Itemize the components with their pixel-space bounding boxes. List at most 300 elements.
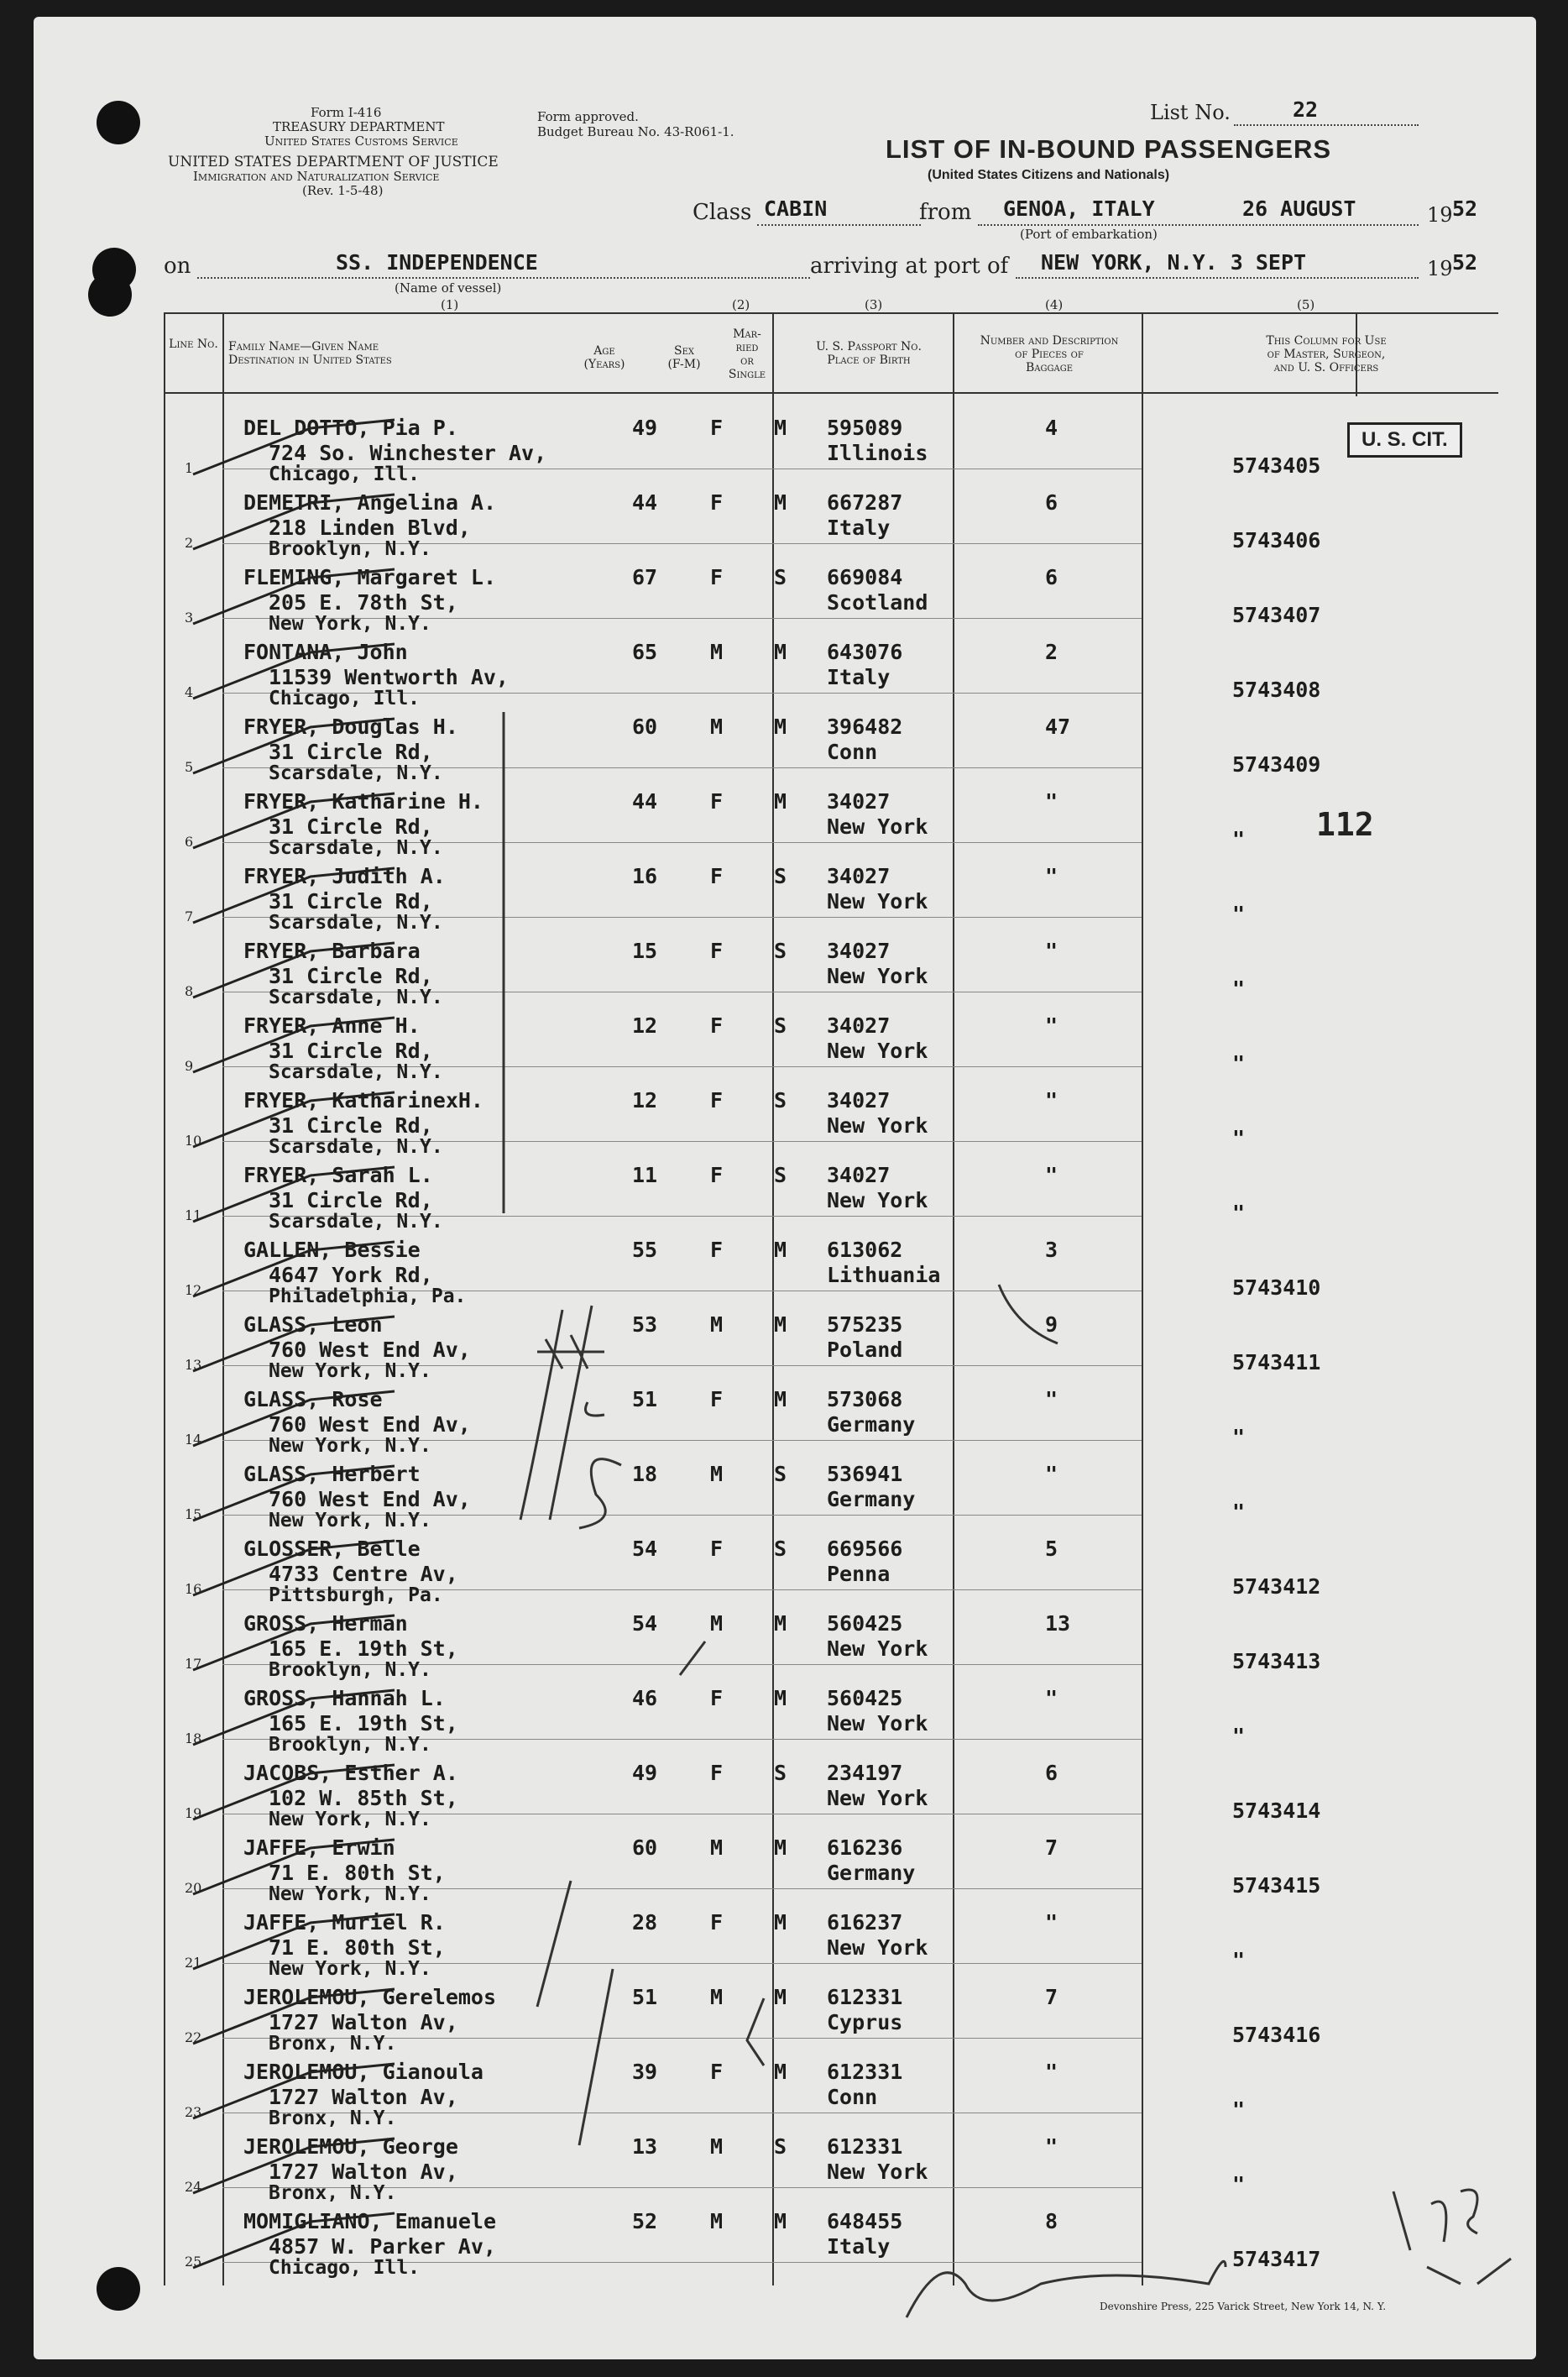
officer-number: " <box>1232 976 1246 1001</box>
address-street: 760 West End Av, <box>269 1338 471 1362</box>
baggage-count: 47 <box>1045 715 1071 739</box>
age: 13 <box>632 2134 658 2159</box>
header-passport: U. S. Passport No. Place of Birth <box>816 340 922 367</box>
us-citizen-stamp: U. S. CIT. <box>1347 422 1462 458</box>
sex: F <box>710 1910 724 1935</box>
sex: F <box>710 1387 724 1411</box>
sex: M <box>710 2134 724 2159</box>
passport-number: 669566 <box>827 1537 903 1561</box>
treasury-label: TREASURY DEPARTMENT <box>273 119 445 134</box>
class-value: CABIN <box>764 196 828 221</box>
check-mark <box>193 1615 395 1670</box>
address-street: 31 Circle Rd, <box>269 1188 433 1212</box>
place-of-birth: New York <box>827 1935 928 1960</box>
address-street: 102 W. 85th St, <box>269 1786 458 1810</box>
arriving-label: arriving at port of <box>810 254 1009 279</box>
baggage-count: 9 <box>1045 1312 1058 1337</box>
address-city: Scarsdale, N.Y. <box>269 987 443 1008</box>
baggage-count: 8 <box>1045 2209 1058 2233</box>
passport-number: 34027 <box>827 1163 891 1187</box>
address-city: Chicago, Ill. <box>269 2257 421 2279</box>
officer-number: 5743410 <box>1232 1275 1321 1300</box>
age: 46 <box>632 1686 658 1710</box>
officer-number: " <box>1232 1948 1246 1972</box>
address-city: Brooklyn, N.Y. <box>269 1734 431 1756</box>
address-city: Scarsdale, N.Y. <box>269 1061 443 1083</box>
line-number: 23 <box>185 2104 202 2120</box>
sex: M <box>710 2209 724 2233</box>
address-street: 4857 W. Parker Av, <box>269 2234 496 2259</box>
check-mark <box>193 2139 395 2193</box>
line-number: 2 <box>185 535 194 551</box>
age: 53 <box>632 1312 658 1337</box>
col-num-4: (4) <box>1045 297 1064 312</box>
place-of-birth: Cyprus <box>827 2010 903 2034</box>
sex: F <box>710 1163 724 1187</box>
check-mark <box>193 1765 395 1819</box>
baggage-count: " <box>1045 2134 1058 2159</box>
passenger-name: FLEMING, Margaret L. <box>243 565 497 589</box>
col-num-2: (2) <box>732 297 750 312</box>
line-number: 16 <box>185 1581 202 1597</box>
line-number: 19 <box>185 1805 202 1821</box>
sex: F <box>710 1013 724 1038</box>
document-page <box>34 17 1536 2359</box>
passenger-name: FRYER, Sarah L. <box>243 1163 433 1187</box>
passport-number: 34027 <box>827 939 891 963</box>
baggage-count: 6 <box>1045 1761 1058 1785</box>
check-mark <box>193 1167 395 1222</box>
address-city: Scarsdale, N.Y. <box>269 912 443 934</box>
age: 18 <box>632 1462 658 1486</box>
check-mark <box>193 1914 395 1969</box>
age: 52 <box>632 2209 658 2233</box>
baggage-count: 13 <box>1045 1611 1071 1636</box>
officer-number: 5743409 <box>1232 752 1321 777</box>
age: 49 <box>632 1761 658 1785</box>
age: 44 <box>632 789 658 814</box>
address-street: 165 E. 19th St, <box>269 1711 458 1736</box>
check-mark <box>193 793 395 848</box>
age: 12 <box>632 1013 658 1038</box>
check-mark <box>193 1092 395 1147</box>
check-mark <box>193 644 395 699</box>
passenger-name: JACOBS, Esther A. <box>243 1761 458 1785</box>
line-number: 7 <box>185 908 194 924</box>
age: 54 <box>632 1537 658 1561</box>
officer-number: 5743405 <box>1232 453 1321 478</box>
baggage-count: " <box>1045 1163 1058 1187</box>
header-officer: This Column for Use of Master, Surgeon, and U. S. Officers <box>1266 334 1387 374</box>
check-marks <box>193 420 395 2268</box>
officer-number: " <box>1232 1425 1246 1449</box>
check-mark <box>193 1541 395 1595</box>
baggage-count: 3 <box>1045 1238 1058 1262</box>
check-mark <box>193 495 395 549</box>
address-street: 11539 Wentworth Av, <box>269 665 509 689</box>
place-of-birth: New York <box>827 1636 928 1661</box>
passenger-name: JEROLEMOU, Gianoula <box>243 2060 483 2084</box>
check-mark <box>193 1989 395 2044</box>
officer-number: " <box>1232 2172 1246 2196</box>
embark-date: 26 AUGUST <box>1242 196 1356 221</box>
check-mark <box>193 1317 395 1371</box>
passport-number: 34027 <box>827 864 891 888</box>
baggage-count: " <box>1045 939 1058 963</box>
line-number: 18 <box>185 1730 202 1746</box>
officer-number: " <box>1232 2097 1246 2122</box>
pencil-note <box>537 1335 604 1369</box>
officer-number: 5743411 <box>1232 1350 1321 1374</box>
address-street: 760 West End Av, <box>269 1412 471 1437</box>
place-of-birth: Germany <box>827 1412 916 1437</box>
sex: M <box>710 1835 724 1860</box>
form-number: Form I-416 <box>311 105 382 120</box>
address-city: Pittsburgh, Pa. <box>269 1584 443 1606</box>
passenger-name: DEL DOTTO, Pia P. <box>243 416 458 440</box>
check-mark <box>193 1018 395 1072</box>
passenger-name: JEROLEMOU, George <box>243 2134 458 2159</box>
year-prefix-1: 19 <box>1427 203 1453 227</box>
passenger-name: JAFFE, Erwin <box>243 1835 395 1860</box>
officer-number: 5743416 <box>1232 2023 1321 2047</box>
justice-label: UNITED STATES DEPARTMENT OF JUSTICE <box>168 154 499 170</box>
sex: M <box>710 1312 724 1337</box>
passport-number: 612331 <box>827 2134 903 2159</box>
marital-status: M <box>774 1686 787 1710</box>
annotation-112: 112 <box>1316 806 1374 843</box>
marital-status: M <box>774 490 787 515</box>
line-number: 9 <box>185 1058 194 1074</box>
officer-number: " <box>1232 1201 1246 1225</box>
place-of-birth: New York <box>827 964 928 988</box>
vessel-caption: (Name of vessel) <box>395 280 502 296</box>
arriving-value: NEW YORK, N.Y. 3 SEPT <box>1041 250 1307 275</box>
passport-number: 560425 <box>827 1686 903 1710</box>
check-mark <box>193 1466 395 1521</box>
place-of-birth: New York <box>827 1188 928 1212</box>
marital-status: S <box>774 1163 787 1187</box>
officer-number: 5743408 <box>1232 678 1321 702</box>
address-city: Scarsdale, N.Y. <box>269 1136 443 1158</box>
marital-status: M <box>774 1312 787 1337</box>
year-2: 52 <box>1452 250 1478 275</box>
passport-number: 560425 <box>827 1611 903 1636</box>
sex: F <box>710 864 724 888</box>
marital-status: M <box>774 416 787 440</box>
address-city: Bronx, N.Y. <box>269 2033 397 2055</box>
marital-status: M <box>774 789 787 814</box>
approved-label: Form approved. <box>537 109 639 124</box>
passenger-name: JEROLEMOU, Gerelemos <box>243 1985 497 2009</box>
passport-number: 34027 <box>827 789 891 814</box>
line-number: 15 <box>185 1506 202 1522</box>
place-of-birth: Scotland <box>827 590 928 615</box>
passport-number: 616237 <box>827 1910 903 1935</box>
check-mark <box>193 868 395 923</box>
baggage-count: " <box>1045 1088 1058 1113</box>
address-city: Brooklyn, N.Y. <box>269 538 431 560</box>
line-number: 3 <box>185 610 194 626</box>
marital-status: S <box>774 1013 787 1038</box>
handwritten-marks <box>34 17 1536 2359</box>
marital-status: S <box>774 939 787 963</box>
marital-status: M <box>774 1985 787 2009</box>
officer-number: " <box>1232 827 1246 851</box>
check-mark <box>193 719 395 773</box>
place-of-birth: Germany <box>827 1861 916 1885</box>
port-embark-caption: (Port of embarkation) <box>1020 227 1158 242</box>
age: 15 <box>632 939 658 963</box>
line-number: 24 <box>185 2179 202 2195</box>
address-street: 31 Circle Rd, <box>269 1039 433 1063</box>
officer-number: 5743413 <box>1232 1649 1321 1673</box>
place-of-birth: New York <box>827 1039 928 1063</box>
passport-number: 616236 <box>827 1835 903 1860</box>
pencil-five <box>579 1459 621 1528</box>
sex: F <box>710 789 724 814</box>
ins-label: Immigration and Naturalization Service <box>193 169 440 184</box>
address-street: 1727 Walton Av, <box>269 2160 458 2184</box>
line-number: 11 <box>185 1207 202 1223</box>
age: 28 <box>632 1910 658 1935</box>
passenger-name: GROSS, Hannah L. <box>243 1686 446 1710</box>
year-1: 52 <box>1452 196 1478 221</box>
address-city: Scarsdale, N.Y. <box>269 837 443 859</box>
marital-status: S <box>774 2134 787 2159</box>
baggage-count: 6 <box>1045 565 1058 589</box>
age: 16 <box>632 864 658 888</box>
check-mark <box>193 2213 395 2268</box>
passenger-name: FONTANA, John <box>243 640 408 664</box>
passport-number: 575235 <box>827 1312 903 1337</box>
place-of-birth: Italy <box>827 516 891 540</box>
baggage-count: " <box>1045 864 1058 888</box>
address-street: 4733 Centre Av, <box>269 1562 458 1586</box>
marital-status: S <box>774 1537 787 1561</box>
age: 51 <box>632 1387 658 1411</box>
line-number: 22 <box>185 2029 202 2045</box>
address-street: 31 Circle Rd, <box>269 1113 433 1138</box>
line-number: 8 <box>185 983 194 999</box>
passenger-name: FRYER, Judith A. <box>243 864 446 888</box>
passenger-name: DEMETRI, Angelina A. <box>243 490 497 515</box>
address-city: New York, N.Y. <box>269 613 431 635</box>
age: 55 <box>632 1238 658 1262</box>
header-sex: Sex (F-M) <box>667 344 701 371</box>
header-name: Family Name—Given Name Destination in United States <box>228 340 392 367</box>
passport-number: 573068 <box>827 1387 903 1411</box>
col-num-3: (3) <box>865 297 883 312</box>
age: 51 <box>632 1985 658 2009</box>
sex: F <box>710 939 724 963</box>
vessel-name: SS. INDEPENDENCE <box>336 250 538 275</box>
place-of-birth: Germany <box>827 1487 916 1511</box>
line-number: 20 <box>185 1880 202 1896</box>
place-of-birth: Conn <box>827 740 878 764</box>
address-street: 31 Circle Rd, <box>269 889 433 914</box>
line-number: 12 <box>185 1282 202 1298</box>
address-street: 31 Circle Rd, <box>269 740 433 764</box>
revision-label: (Rev. 1-5-48) <box>302 183 384 198</box>
baggage-count: 7 <box>1045 1985 1058 2009</box>
line-number: 25 <box>185 2254 202 2270</box>
age: 54 <box>632 1611 658 1636</box>
sex: F <box>710 1761 724 1785</box>
address-street: 760 West End Av, <box>269 1487 471 1511</box>
passport-number: 34027 <box>827 1088 891 1113</box>
year-prefix-2: 19 <box>1427 257 1453 280</box>
passenger-name: GROSS, Herman <box>243 1611 408 1636</box>
marital-status: M <box>774 1611 787 1636</box>
officer-number: " <box>1232 1051 1246 1076</box>
check-mark <box>193 943 395 997</box>
age: 67 <box>632 565 658 589</box>
sex: F <box>710 490 724 515</box>
passport-number: 667287 <box>827 490 903 515</box>
marital-status: S <box>774 1462 787 1486</box>
baggage-count: " <box>1045 1910 1058 1935</box>
place-of-birth: Illinois <box>827 441 928 465</box>
header-age: Age (Years) <box>583 344 625 371</box>
check-mark <box>193 569 395 624</box>
sex: F <box>710 1088 724 1113</box>
address-street: 71 E. 80th St, <box>269 1935 446 1960</box>
sex: F <box>710 565 724 589</box>
passenger-name: FRYER, KatharinexH. <box>243 1088 483 1113</box>
marital-status: M <box>774 2209 787 2233</box>
address-city: Scarsdale, N.Y. <box>269 762 443 784</box>
age: 39 <box>632 2060 658 2084</box>
passenger-name: GALLEN, Bessie <box>243 1238 421 1262</box>
customs-label: United States Customs Service <box>264 134 458 149</box>
address-city: Scarsdale, N.Y. <box>269 1211 443 1233</box>
officer-number: 5743406 <box>1232 528 1321 552</box>
sex: F <box>710 2060 724 2084</box>
marital-status: M <box>774 1387 787 1411</box>
passenger-name: FRYER, Douglas H. <box>243 715 458 739</box>
line-number: 4 <box>185 684 194 700</box>
line-number: 13 <box>185 1357 202 1373</box>
line-number: 6 <box>185 834 194 850</box>
sex: M <box>710 1462 724 1486</box>
officer-number: " <box>1232 1724 1246 1748</box>
place-of-birth: Italy <box>827 2234 891 2259</box>
address-street: 724 So. Winchester Av, <box>269 441 547 465</box>
sex: F <box>710 416 724 440</box>
baggage-count: 5 <box>1045 1537 1058 1561</box>
passenger-name: FRYER, Barbara <box>243 939 421 963</box>
address-street: 31 Circle Rd, <box>269 814 433 839</box>
marital-status: M <box>774 1910 787 1935</box>
address-street: 165 E. 19th St, <box>269 1636 458 1661</box>
from-value: GENOA, ITALY <box>1003 196 1155 221</box>
passenger-name: FRYER, Anne H. <box>243 1013 421 1038</box>
address-city: Bronx, N.Y. <box>269 2107 397 2129</box>
place-of-birth: Italy <box>827 665 891 689</box>
passport-number: 396482 <box>827 715 903 739</box>
address-city: New York, N.Y. <box>269 1435 431 1457</box>
from-label: from <box>919 200 972 225</box>
baggage-count: 6 <box>1045 490 1058 515</box>
age: 60 <box>632 1835 658 1860</box>
marital-status: S <box>774 1761 787 1785</box>
header-baggage: Number and Description of Pieces of Baggage <box>980 334 1119 374</box>
passport-number: 34027 <box>827 1013 891 1038</box>
age: 11 <box>632 1163 658 1187</box>
age: 60 <box>632 715 658 739</box>
marital-status: M <box>774 640 787 664</box>
passenger-name: JAFFE, Muriel R. <box>243 1910 446 1935</box>
address-city: New York, N.Y. <box>269 1883 431 1905</box>
place-of-birth: New York <box>827 1786 928 1810</box>
passport-number: 648455 <box>827 2209 903 2233</box>
officer-number: " <box>1232 1500 1246 1524</box>
passport-number: 613062 <box>827 1238 903 1262</box>
sex: F <box>710 1238 724 1262</box>
marital-status: M <box>774 715 787 739</box>
sex: F <box>710 1537 724 1561</box>
baggage-count: 2 <box>1045 640 1058 664</box>
address-street: 1727 Walton Av, <box>269 2010 458 2034</box>
sex: M <box>710 640 724 664</box>
baggage-count: 7 <box>1045 1835 1058 1860</box>
passport-number: 536941 <box>827 1462 903 1486</box>
address-street: 31 Circle Rd, <box>269 964 433 988</box>
page-subtitle: (United States Citizens and Nationals) <box>928 168 1170 182</box>
address-city: Chicago, Ill. <box>269 463 421 485</box>
address-city: New York, N.Y. <box>269 1958 431 1980</box>
place-of-birth: New York <box>827 814 928 839</box>
baggage-count: " <box>1045 2060 1058 2084</box>
age: 12 <box>632 1088 658 1113</box>
line-number: 5 <box>185 759 194 775</box>
address-street: 4647 York Rd, <box>269 1263 433 1287</box>
address-city: New York, N.Y. <box>269 1510 431 1531</box>
sex: M <box>710 1985 724 2009</box>
passport-number: 669084 <box>827 565 903 589</box>
address-city: New York, N.Y. <box>269 1809 431 1830</box>
passport-number: 612331 <box>827 2060 903 2084</box>
passport-number: 595089 <box>827 416 903 440</box>
officer-number: " <box>1232 902 1246 926</box>
passenger-name: GLASS, Leon <box>243 1312 383 1337</box>
baggage-count: " <box>1045 1387 1058 1411</box>
line-number: 1 <box>185 460 194 476</box>
passenger-name: GLASS, Herbert <box>243 1462 421 1486</box>
marital-status: M <box>774 1238 787 1262</box>
passport-number: 643076 <box>827 640 903 664</box>
officer-number: 5743412 <box>1232 1574 1321 1599</box>
check-mark <box>193 1242 395 1296</box>
age: 65 <box>632 640 658 664</box>
place-of-birth: New York <box>827 889 928 914</box>
place-of-birth: Conn <box>827 2085 878 2109</box>
place-of-birth: New York <box>827 1711 928 1736</box>
line-number: 10 <box>185 1133 202 1149</box>
baggage-count: " <box>1045 1462 1058 1486</box>
marital-status: S <box>774 864 787 888</box>
address-city: Brooklyn, N.Y. <box>269 1659 431 1681</box>
passport-number: 612331 <box>827 1985 903 2009</box>
page-title: LIST OF IN-BOUND PASSENGERS <box>886 134 1332 164</box>
passenger-name: GLOSSER, Belle <box>243 1537 421 1561</box>
address-street: 1727 Walton Av, <box>269 2085 458 2109</box>
list-no-value: 22 <box>1293 97 1319 122</box>
sex: M <box>710 715 724 739</box>
check-mark <box>193 2064 395 2118</box>
place-of-birth: New York <box>827 1113 928 1138</box>
